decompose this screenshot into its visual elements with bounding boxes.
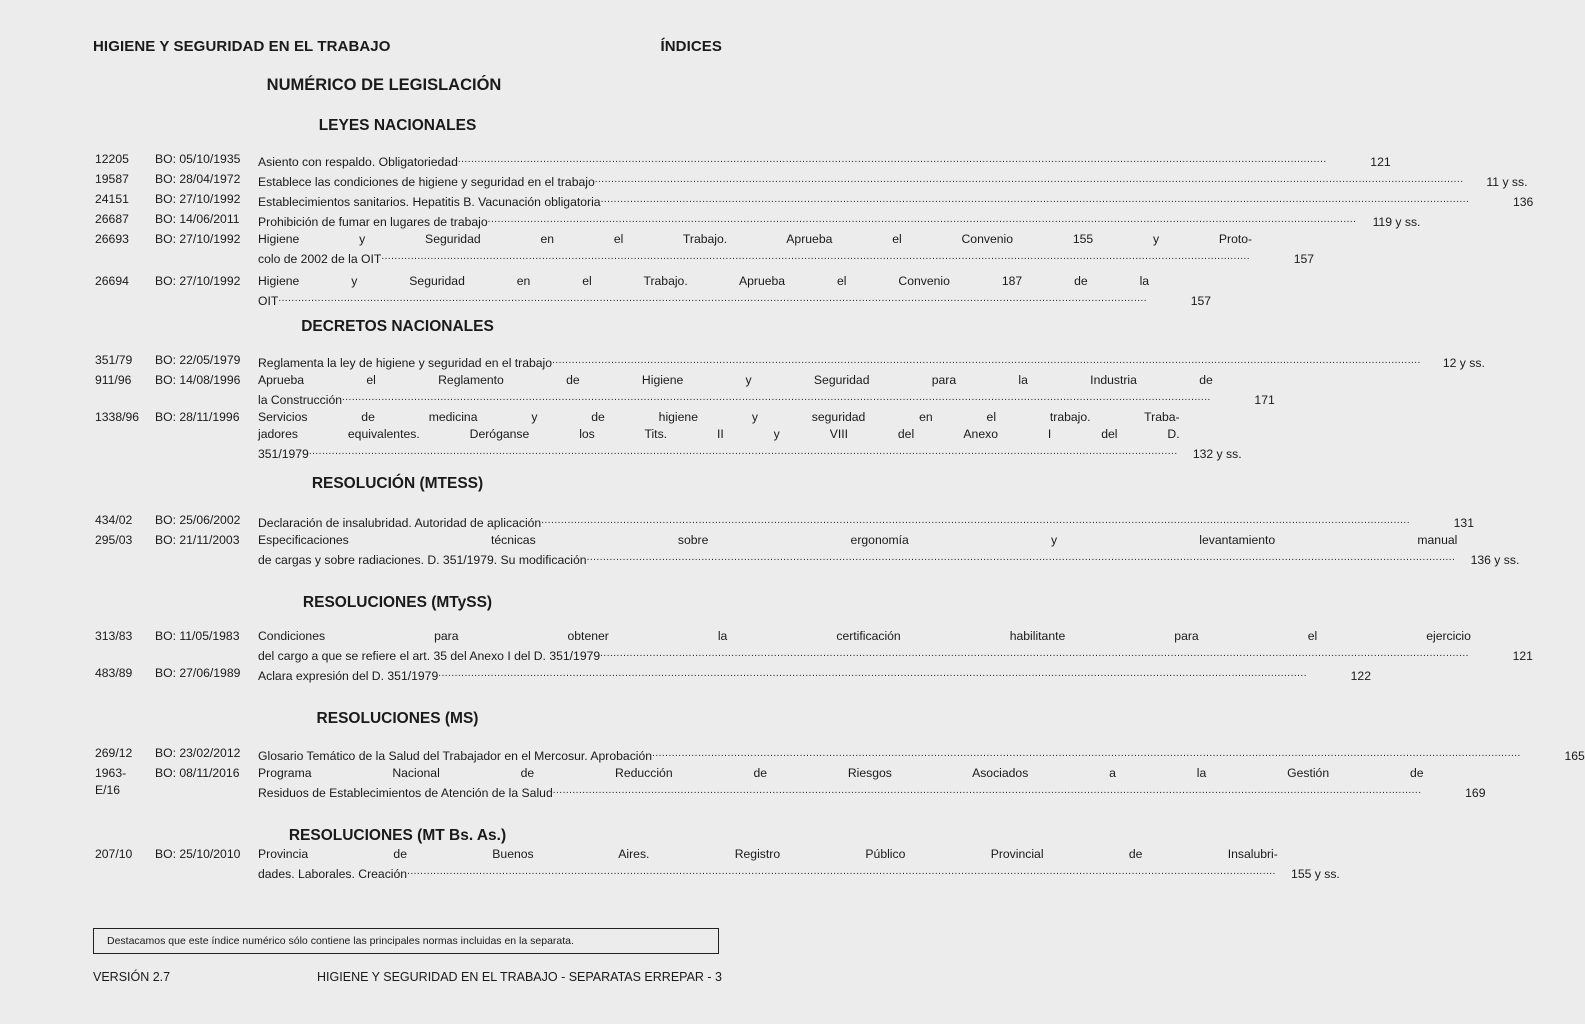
bulletin-date: BO: 27/10/1992 <box>155 274 241 288</box>
page-reference: 11 y ss. <box>1486 175 1528 189</box>
page-reference: 165 <box>1564 749 1585 763</box>
description-last-line <box>258 191 1533 211</box>
section-title: RESOLUCIONES (MTySS) <box>302 594 493 611</box>
norm-number: 1338/96 <box>95 410 140 424</box>
description-line: Servicios de medicina y de higiene y seguridad en el trabajo. Traba- <box>258 410 1180 424</box>
dot-leader <box>552 352 1421 369</box>
page-reference: 12 y ss. <box>1442 356 1485 370</box>
index-entry <box>95 372 1275 409</box>
description-last-line <box>258 389 1275 409</box>
norm-number: 24151 <box>95 192 129 206</box>
index-entry <box>95 273 1212 310</box>
norm-description <box>258 171 1528 191</box>
description-text: Declaración de insalubridad. Autoridad de aplicación <box>258 516 542 530</box>
norm-number: 269/12 <box>95 746 133 760</box>
dot-leader <box>600 645 1469 662</box>
page-reference: 171 <box>1254 393 1275 407</box>
norm-description <box>258 512 1474 532</box>
norm-description <box>258 273 1211 310</box>
footer-version: VERSIÓN 2.7 <box>93 970 171 984</box>
entry-list <box>95 628 1533 685</box>
page-reference: 157 <box>1190 294 1212 308</box>
norm-number: 12205 <box>95 152 129 166</box>
norm-number: 483/89 <box>95 666 133 680</box>
norm-description <box>258 352 1485 372</box>
section-title: RESOLUCIÓN (MTESS) <box>311 475 484 492</box>
description-text: OIT <box>258 294 279 308</box>
page-reference: 155 y ss. <box>1291 867 1340 881</box>
index-entry <box>95 211 1421 231</box>
description-last-line <box>258 171 1528 191</box>
norm-number: 19587 <box>95 172 129 186</box>
index-entry <box>95 765 1486 802</box>
norm-number: 911/96 <box>95 373 132 387</box>
description-line: Aprueba el Reglamento de Higiene y Seguridad para la Industria de <box>258 373 1213 387</box>
description-last-line <box>258 443 1242 463</box>
index-entry <box>95 512 1474 532</box>
page-reference: 121 <box>1512 649 1533 663</box>
page-reference: 132 y ss. <box>1192 447 1242 461</box>
bulletin-date: BO: 14/08/1996 <box>155 373 241 387</box>
description-line: Condiciones para obtener la certificación habilitante para el ejercicio <box>258 629 1471 643</box>
dot-leader <box>553 782 1422 799</box>
norm-description <box>258 765 1486 802</box>
description-last-line <box>258 665 1371 685</box>
description-last-line <box>258 549 1519 569</box>
description-line: Programa Nacional de Reducción de Riesgos Asociados a la Gestión de <box>258 766 1424 780</box>
description-last-line <box>258 645 1533 665</box>
description-last-line <box>258 352 1485 372</box>
page-reference: 119 y ss. <box>1372 215 1421 229</box>
index-entry <box>95 151 1391 171</box>
bulletin-date: BO: 28/11/1996 <box>155 410 240 424</box>
bulletin-date: BO: 11/05/1983 <box>155 629 240 643</box>
index-entry <box>95 745 1585 765</box>
norm-description <box>258 532 1519 569</box>
index-entry <box>95 231 1315 268</box>
description-last-line <box>258 290 1211 310</box>
dot-leader <box>601 191 1470 208</box>
description-text: Glosario Temático de la Salud del Trabajador en el Mercosur. Aprobación <box>258 749 653 763</box>
entry-list <box>95 745 1585 802</box>
description-text: del cargo a que se refiere el art. 35 del Anexo I del D. 351/1979 <box>258 649 601 663</box>
bulletin-date: BO: 25/10/2010 <box>155 847 241 861</box>
entry-list <box>95 512 1520 569</box>
note-text: Destacamos que este índice numérico sólo contiene las principales normas incluidas en la separata. <box>107 935 574 947</box>
norm-number: 1963- E/16 <box>95 766 127 797</box>
bulletin-date: BO: 25/06/2002 <box>155 513 241 527</box>
dot-leader <box>652 745 1521 762</box>
description-text: Asiento con respaldo. Obligatoriedad <box>258 155 458 169</box>
bulletin-date: BO: 14/06/2011 <box>155 212 240 226</box>
dot-leader <box>381 248 1250 265</box>
bulletin-date: BO: 08/11/2016 <box>155 766 240 780</box>
index-entry <box>95 352 1485 372</box>
description-last-line <box>258 211 1420 231</box>
norm-number: 295/03 <box>95 533 133 547</box>
index-entry <box>95 665 1371 685</box>
bulletin-date: BO: 27/06/1989 <box>155 666 241 680</box>
norm-description <box>258 846 1340 883</box>
norm-number: 26694 <box>95 274 129 288</box>
description-last-line <box>258 782 1486 802</box>
page-reference: 131 <box>1453 516 1474 530</box>
norm-description <box>258 409 1242 463</box>
dot-leader <box>595 171 1464 188</box>
description-text: la Construcción <box>258 393 342 407</box>
description-line: jadores equivalentes. Deróganse los Tits. II y VIII del Anexo I del D. <box>258 427 1180 441</box>
description-text: Residuos de Establecimientos de Atención de la Salud <box>258 786 553 800</box>
norm-description <box>258 628 1533 665</box>
main-title: NUMÉRICO DE LEGISLACIÓN <box>266 76 502 94</box>
norm-number: 434/02 <box>95 513 133 527</box>
dot-leader <box>278 290 1147 307</box>
norm-description <box>258 211 1420 231</box>
section-title: RESOLUCIONES (MS) <box>316 710 479 727</box>
description-line: Provincia de Buenos Aires. Registro Público Provincial de Insalubri- <box>258 847 1278 861</box>
description-text: colo de 2002 de la OIT <box>258 252 382 266</box>
dot-leader <box>541 512 1410 529</box>
norm-description <box>258 231 1314 268</box>
index-entry <box>95 846 1340 883</box>
description-line: Especificaciones técnicas sobre ergonomía y levantamiento manual <box>258 533 1458 547</box>
description-text: de cargas y sobre radiaciones. D. 351/1979. Su modificación <box>258 553 587 567</box>
section-title: DECRETOS NACIONALES <box>301 318 494 335</box>
bulletin-date: BO: 27/10/1992 <box>155 192 241 206</box>
norm-description <box>258 665 1371 685</box>
bulletin-date: BO: 21/11/2003 <box>155 533 240 547</box>
description-last-line <box>258 151 1391 171</box>
page-reference: 136 y ss. <box>1470 553 1520 567</box>
description-text: Reglamenta la ley de higiene y seguridad en el trabajo <box>258 356 553 370</box>
norm-description <box>258 191 1533 211</box>
bulletin-date: BO: 05/10/1935 <box>155 152 241 166</box>
dot-leader <box>342 389 1211 406</box>
note-box <box>93 928 719 954</box>
norm-number: 351/79 <box>95 353 133 367</box>
description-last-line <box>258 248 1314 268</box>
norm-description <box>258 151 1391 171</box>
section-title: LEYES NACIONALES <box>318 117 477 134</box>
description-text: 351/1979 <box>258 447 309 461</box>
description-last-line <box>258 512 1474 532</box>
page-reference: 169 <box>1465 786 1486 800</box>
dot-leader <box>438 665 1307 682</box>
norm-description <box>258 745 1585 765</box>
page-footer <box>93 970 722 984</box>
description-text: Aclara expresión del D. 351/1979 <box>258 669 439 683</box>
bulletin-date: BO: 27/10/1992 <box>155 232 241 246</box>
bulletin-date: BO: 23/02/2012 <box>155 746 241 760</box>
description-line: Higiene y Seguridad en el Trabajo. Aprueba el Convenio 155 y Proto- <box>258 232 1253 246</box>
description-text: Establece las condiciones de higiene y seguridad en el trabajo <box>258 175 595 189</box>
description-text: dades. Laborales. Creación <box>258 867 408 881</box>
page-reference: 136 <box>1512 195 1534 209</box>
page-reference: 157 <box>1293 252 1315 266</box>
description-last-line <box>258 863 1340 883</box>
page-reference: 121 <box>1370 155 1391 169</box>
dot-leader <box>407 863 1276 880</box>
norm-number: 26687 <box>95 212 129 226</box>
bulletin-date: BO: 22/05/1979 <box>155 353 241 367</box>
header-title: HIGIENE Y SEGURIDAD EN EL TRABAJO <box>93 38 391 55</box>
page-reference: 122 <box>1350 669 1371 683</box>
index-entry <box>95 532 1520 569</box>
dot-leader <box>309 443 1178 460</box>
norm-number: 313/83 <box>95 629 133 643</box>
section-title: RESOLUCIONES (MT Bs. As.) <box>288 827 507 844</box>
dot-leader <box>587 549 1456 566</box>
index-entry <box>95 171 1528 191</box>
header-section: ÍNDICES <box>660 38 722 55</box>
index-entry <box>95 191 1534 211</box>
entry-list <box>95 352 1485 463</box>
dot-leader <box>488 211 1357 228</box>
dot-leader <box>458 151 1327 168</box>
bulletin-date: BO: 28/04/1972 <box>155 172 241 186</box>
index-entry <box>95 409 1242 463</box>
norm-number: 207/10 <box>95 847 133 861</box>
entry-list <box>95 846 1340 883</box>
norm-number: 26693 <box>95 232 129 246</box>
page-header <box>93 38 722 55</box>
description-line: Higiene y Seguridad en el Trabajo. Aprueba el Convenio 187 de la <box>258 274 1150 288</box>
norm-description <box>258 372 1275 409</box>
description-text: Establecimientos sanitarios. Hepatitis B. Vacunación obligatoria <box>258 195 601 209</box>
entry-list <box>95 151 1534 310</box>
index-entry <box>95 628 1533 665</box>
footer-title: HIGIENE Y SEGURIDAD EN EL TRABAJO - SEPARATAS ERREPAR - 3 <box>317 970 722 984</box>
description-text: Prohibición de fumar en lugares de trabajo <box>258 215 488 229</box>
description-last-line <box>258 745 1585 765</box>
